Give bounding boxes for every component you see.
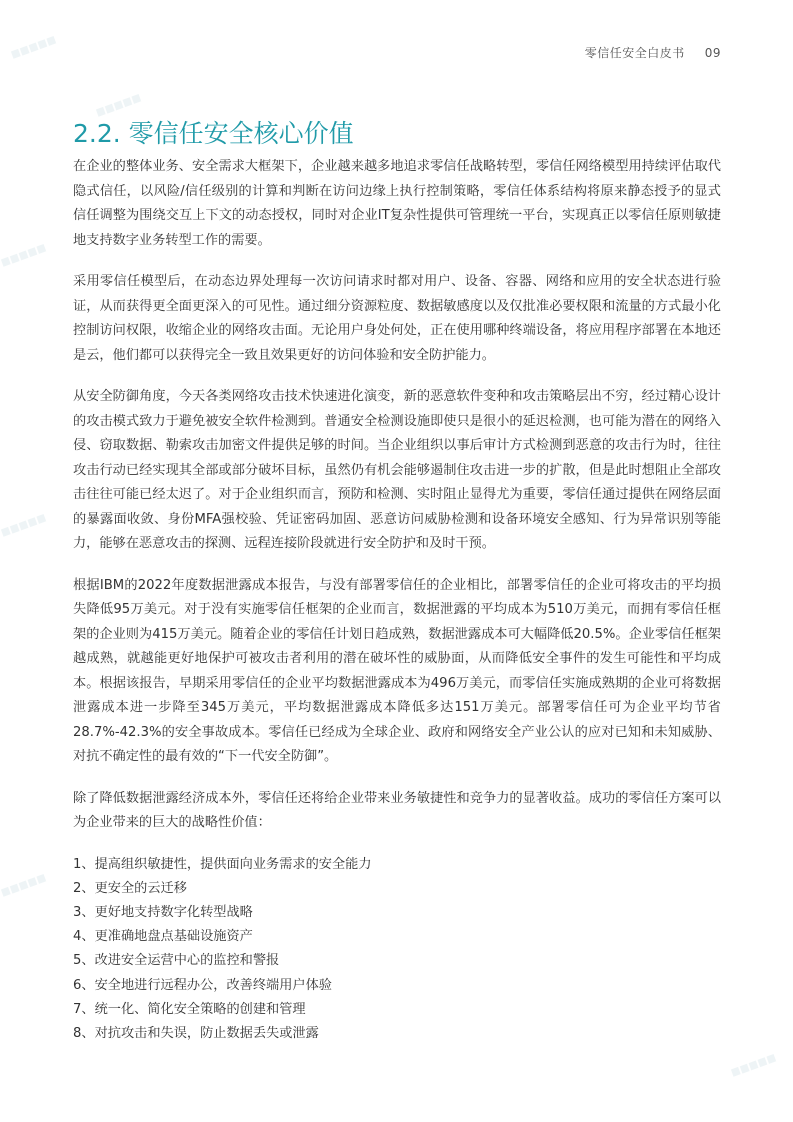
- watermark-logo: ■■■■■: [0, 872, 48, 899]
- page-number: 09: [704, 46, 721, 60]
- list-item: 8、对抗攻击和失误，防止数据丢失或泄露: [73, 1025, 319, 1041]
- list-item: 5、改进安全运营中心的监控和警报: [73, 953, 280, 969]
- body-content: [73, 155, 721, 1046]
- list-item: 6、安全地进行远程办公，改善终端用户体验: [73, 977, 332, 993]
- watermark-logo: ■■■■■: [0, 512, 48, 539]
- paragraph: 根据IBM的2022年度数据泄露成本报告，与没有部署零信任的企业相比，部署零信任的企业可将攻击的平均损失降低95万美元。对于没有实施零信任框架的企业而言，数据泄露的平均成本为510万美元，而拥有零信任框架的企业则为415万美元。随着企业的零信任计划日趋成熟，数据泄露成本可大幅降低20.5%。企业零信任框架越成熟，就越能更好地保护可被攻击者利用的潜在破坏性的威胁面，从而降低安全事件的发生可能性和平均成本。根据该报告，早期采用零信任的企业平均数据泄露成本为496万美元，而零信任实施成熟期的企业可将数据泄露成本进一步降至345万美元，平均数据泄露成本降低多达151万美元。部署零信任可为企业平均节省28.7%-42.3%的安全事故成本。零信任已经成为全球企业、政府和网络安全产业公认的应对已知和未知威胁、对抗不确定性的最有效的“下一代安全防御”。: [73, 577, 721, 764]
- paragraph: 从安全防御角度，今天各类网络攻击技术快速进化演变，新的恶意软件变种和攻击策略层出不穷，经过精心设计的攻击模式致力于避免被安全软件检测到。普通安全检测设施即使只是很小的延迟检测，也可能为潜在的网络入侵、窃取数据、勒索攻击加密文件提供足够的时间。当企业组织以事后审计方式检测到恶意的攻击行为时，往往攻击行动已经实现其全部或部分破坏目标，虽然仍有机会能够遏制住攻击进一步的扩散，但是此时想阻止全部攻击往往可能已经太迟了。对于企业组织而言，预防和检测、实时阻止显得尤为重要，零信任通过提供在网络层面的暴露面收敛、身份MFA强校验、凭证密码加固、恶意访问威胁检测和设备环境安全感知、行为异常识别等能力，能够在恶意攻击的探测、远程连接阶段就进行安全防护和及时干预。: [73, 389, 721, 551]
- page-header: [585, 44, 721, 61]
- list-item: 2、更安全的云迁移: [73, 880, 187, 896]
- watermark-logo: ■■■■■: [729, 1052, 778, 1079]
- paragraph: 在企业的整体业务、安全需求大框架下，企业越来越多地追求零信任战略转型，零信任网络模型用持续评估取代隐式信任，以风险/信任级别的计算和判断在访问边缘上执行控制策略，零信任体系结构将原来静态授予的显式信任调整为围绕交互上下文的动态授权，同时对企业IT复杂性提供可管理统一平台，实现真正以零信任原则敏捷地支持数字业务转型工作的需要。: [73, 159, 721, 248]
- value-list: [73, 853, 721, 1047]
- list-item: 4、更准确地盘点基础设施资产: [73, 929, 253, 945]
- list-item: 1、提高组织敏捷性，提供面向业务需求的安全能力: [73, 856, 372, 872]
- paragraph: 除了降低数据泄露经济成本外，零信任还将给企业带来业务敏捷性和竞争力的显著收益。成功的零信任方案可以为企业带来的巨大的战略性价值：: [73, 790, 721, 830]
- paragraph: 采用零信任模型后，在动态边界处理每一次访问请求时都对用户、设备、容器、网络和应用的安全状态进行验证，从而获得更全面更深入的可见性。通过细分资源粒度、数据敏感度以及仅批准必要权限和流量的方式最小化控制访问权限，收缩企业的网络攻击面。无论用户身处何处，正在使用哪种终端设备，将应用程序部署在本地还是云，他们都可以获得完全一致且效果更好的访问体验和安全防护能力。: [73, 274, 721, 363]
- watermark-logo: ■■■■■: [94, 92, 143, 119]
- list-item: 7、统一化、简化安全策略的创建和管理: [73, 1001, 306, 1017]
- document-title: 零信任安全白皮书: [584, 46, 685, 60]
- watermark-logo: ■■■■■: [9, 34, 58, 61]
- watermark-logo: ■■■■■: [0, 242, 48, 269]
- list-item: 3、更好地支持数字化转型战略: [73, 904, 253, 920]
- section-title: 2.2. 零信任安全核心价值: [73, 119, 354, 148]
